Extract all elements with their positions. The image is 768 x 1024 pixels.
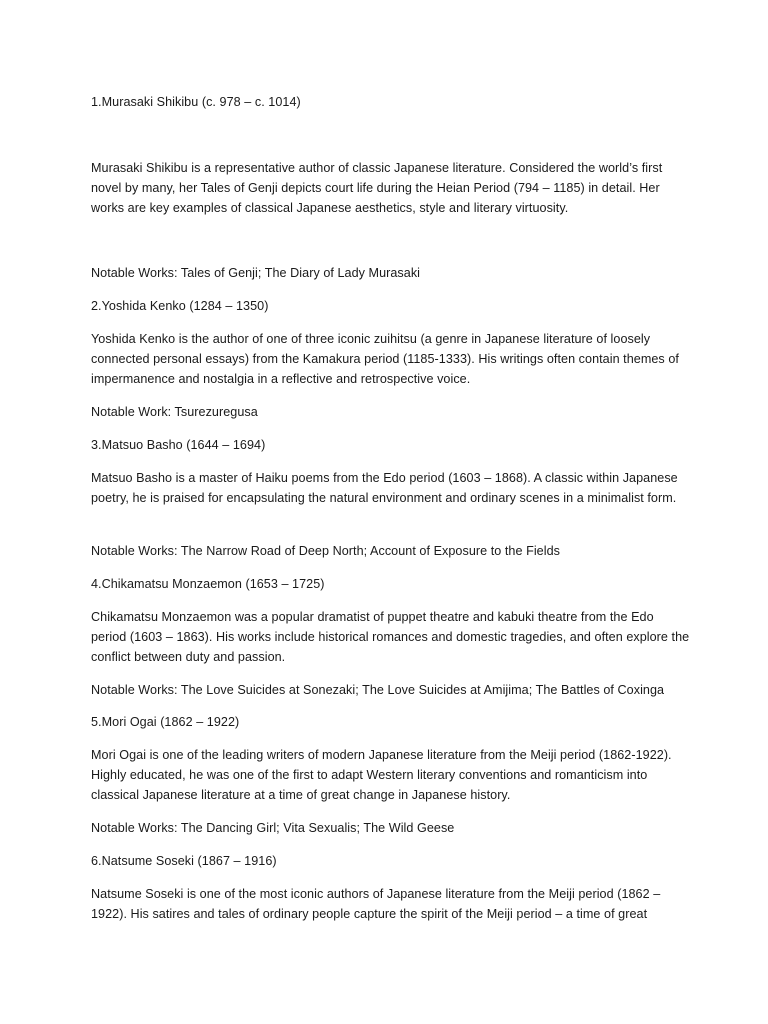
heading-chikamatsu-monzaemon: 4.Chikamatsu Monzaemon (1653 – 1725) xyxy=(91,577,325,591)
notable-works-matsuo-basho: Notable Works: The Narrow Road of Deep North; Account of Exposure to the Fields xyxy=(91,544,560,558)
paragraph-murasaki-shikibu: Murasaki Shikibu is a representative author of classic Japanese literature. Considered the world’s first novel by many, her Tales of Genji depicts court life during the Heian Period (794 – 1185) in detail. Her works are key examples of classical Japanese aesthetics, style and literary virtuosity. xyxy=(91,161,663,215)
paragraph-natsume-soseki: Natsume Soseki is one of the most iconic authors of Japanese literature from the Meiji period (1862 – 1922). His satires and tales of ordinary people capture the spirit of the Meiji period – a time of great xyxy=(91,887,661,921)
heading-matsuo-basho: 3.Matsuo Basho (1644 – 1694) xyxy=(91,438,266,452)
paragraph-chikamatsu-monzaemon: Chikamatsu Monzaemon was a popular dramatist of puppet theatre and kabuki theatre from the Edo period (1603 – 1863). His works include historical romances and domestic tragedies, and often explore the conflict between duty and passion. xyxy=(91,610,690,664)
paragraph-matsuo-basho: Matsuo Basho is a master of Haiku poems from the Edo period (1603 – 1868). A classic within Japanese poetry, he is praised for encapsulating the natural environment and ordinary scenes in a minimalist form. xyxy=(91,471,678,505)
heading-mori-ogai: 5.Mori Ogai (1862 – 1922) xyxy=(91,715,240,729)
paragraph-mori-ogai: Mori Ogai is one of the leading writers of modern Japanese literature from the Meiji period (1862-1922). Highly educated, he was one of the first to adapt Western literary conventions and romanticism into classical Japanese literature at a time of great change in Japanese history. xyxy=(91,748,672,802)
notable-works-mori-ogai: Notable Works: The Dancing Girl; Vita Sexualis; The Wild Geese xyxy=(91,821,455,835)
heading-murasaki-shikibu: 1.Murasaki Shikibu (c. 978 – c. 1014) xyxy=(91,95,301,109)
heading-yoshida-kenko: 2.Yoshida Kenko (1284 – 1350) xyxy=(91,299,269,313)
notable-works-chikamatsu-monzaemon: Notable Works: The Love Suicides at Sonezaki; The Love Suicides at Amijima; The Battles of Coxinga xyxy=(91,683,665,697)
paragraph-yoshida-kenko: Yoshida Kenko is the author of one of three iconic zuihitsu (a genre in Japanese literature of loosely connected personal essays) from the Kamakura period (1185-1333). His writings often contain themes of impermanence and nostalgia in a reflective and retrospective voice. xyxy=(91,332,679,386)
notable-works-yoshida-kenko: Notable Work: Tsurezuregusa xyxy=(91,405,258,419)
heading-natsume-soseki: 6.Natsume Soseki (1867 – 1916) xyxy=(91,854,277,868)
notable-works-murasaki-shikibu: Notable Works: Tales of Genji; The Diary of Lady Murasaki xyxy=(91,266,421,280)
